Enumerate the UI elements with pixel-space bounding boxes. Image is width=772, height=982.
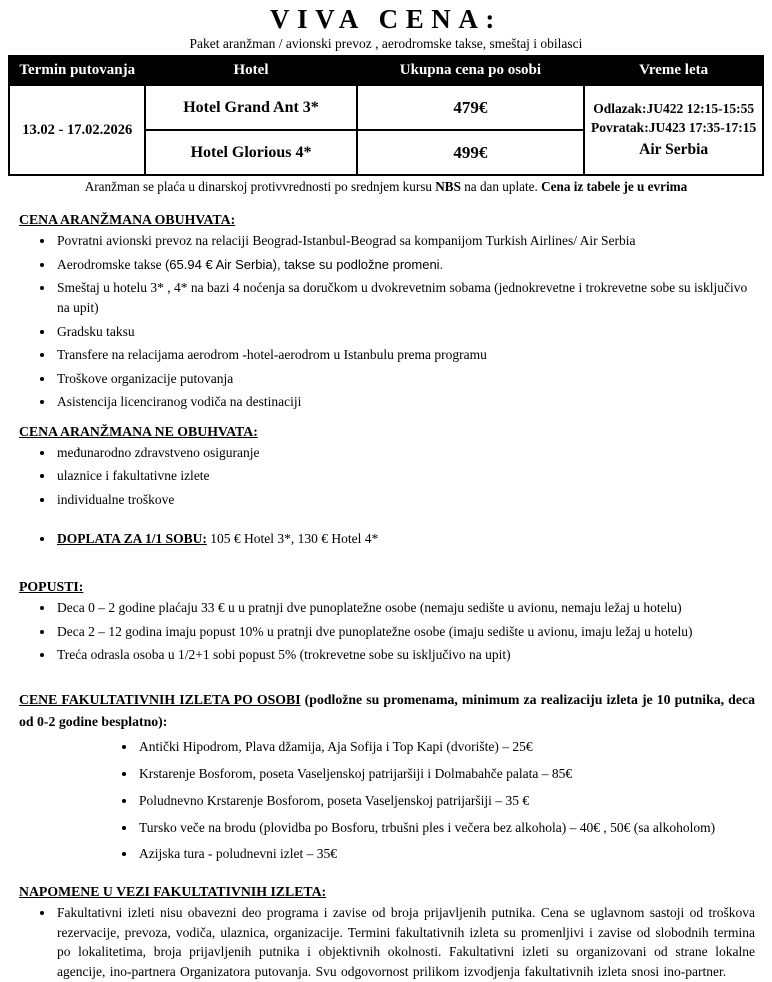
list-item: • Transfere na relacijama aerodrom -hotel-aerodrom u Istanbulu prema programu xyxy=(55,345,755,365)
list-item: • Gradsku taksu xyxy=(55,322,755,342)
section-excursions xyxy=(19,689,755,865)
list-item: • Poludnevno Krstarenje Bosforom, poseta Vaseljenskoj patrijaršiji – 35 € xyxy=(137,792,755,811)
taxes-item-prefix: Aerodromske takse xyxy=(57,256,165,272)
flight-info-cell xyxy=(584,85,763,175)
column-header-hotel: Hotel xyxy=(145,56,356,85)
column-header-ukupna-cena: Ukupna cena po osobi xyxy=(357,56,585,85)
list-item: • Antički Hipodrom, Plava džamija, Aja Sofija i Top Kapi (dvorište) – 25€ xyxy=(137,738,755,757)
section-notes xyxy=(19,884,755,981)
document-body xyxy=(0,212,772,982)
list-item: • Deca 2 – 12 godina imaju popust 10% u pratnji dve punoplatežne osobe (imaju sedište u avionu, imaju ležaj u hotelu) xyxy=(55,622,755,642)
list-item: • Deca 0 – 2 godine plaćaju 33 € u u pratnji dve punoplatežne osobe (nemaju sedište u avionu, nemaju ležaj u hotelu) xyxy=(55,598,755,618)
hotel-name-glorious: Hotel Glorious 4* xyxy=(145,130,356,175)
section-excludes xyxy=(19,424,755,549)
list-item: • ulaznice i fakultativne izlete xyxy=(55,466,755,486)
list-item: • Smeštaj u hotelu 3* , 4* na bazi 4 noćenja sa doručkom u dvokrevetnim sobama (jednokrevetne i trokrevetne sobe su isključivo na upit) xyxy=(55,278,755,317)
payment-note-nbs: NBS xyxy=(435,179,461,194)
list-item xyxy=(55,255,755,275)
list-item: • Asistencija licenciranog vodiča na destinaciji xyxy=(55,392,755,412)
list-item: • Troškove organizacije putovanja xyxy=(55,369,755,389)
discounts-heading: POPUSTI: xyxy=(19,579,84,595)
payment-note-text: Aranžman se plaća u dinarskoj protivvrednosti po srednjem kursu xyxy=(84,179,436,194)
excludes-list xyxy=(19,443,755,510)
taxes-item-detail: (65.94 € Air Serbia), takse su podložne promeni. xyxy=(164,256,444,272)
excursions-heading-rest: (podložne su promenama, minimum za realizaciju izleta je 10 putnika, deca od 0-2 godine besplatno): xyxy=(19,691,755,729)
payment-note xyxy=(0,179,772,195)
payment-note-emphasis: Cena iz tabele je u evrima xyxy=(541,179,688,194)
list-item: • Povratni avionski prevoz na relaciji Beograd-Istanbul-Beograd sa kompanijom Turkish Airlines/ Air Serbia xyxy=(55,231,755,251)
list-item: • individualne troškove xyxy=(55,490,755,510)
hotel-name-grand-ant: Hotel Grand Ant 3* xyxy=(145,85,356,130)
excludes-heading: CENA ARANŽMANA NE OBUHVATA: xyxy=(19,423,258,439)
notes-heading: NAPOMENE U VEZI FAKULTATIVNIH IZLETA: xyxy=(19,884,327,900)
excursions-list xyxy=(19,738,755,864)
price-glorious: 499€ xyxy=(357,130,585,175)
price-grand-ant: 479€ xyxy=(357,85,585,130)
subtitle: Paket aranžman / avionski prevoz , aerodromske takse, smeštaj i obilasci xyxy=(189,36,583,51)
list-item: • Krstarenje Bosforom, poseta Vaseljenskoj patrijaršiji i Dolmabahče palata – 85€ xyxy=(137,765,755,784)
section-includes xyxy=(19,212,755,412)
list-item: • Azijska tura - poludnevni izlet – 35€ xyxy=(137,845,755,864)
single-room-value: 105 € Hotel 3*, 130 € Hotel 4* xyxy=(206,531,379,547)
includes-list xyxy=(19,231,755,412)
flight-return: Povratak:JU423 17:35-17:15 xyxy=(590,120,757,136)
single-room-supplement xyxy=(19,529,755,549)
payment-note-text: na dan uplate. xyxy=(460,179,542,194)
page-title: VIVA CENA: xyxy=(270,4,502,34)
list-item: • Treća odrasla osoba u 1/2+1 sobi popust 5% (trokrevetne sobe su isključivo na upit) xyxy=(55,645,755,665)
list-item: • Fakultativni izleti nisu obavezni deo programa i zavise od broja prijavljenih putnika. Cena se uglavnom sastoji od troškova rezervacije, prevoza, vodiča, ulaznica, organizacije. Termini fakultativnih izleta su promenljivi i zavise od slobodnih termina po lokalitetima, broja prijavljenih putnika i objektivnih okolnosti. Fakultativni izleti su organizovani od strane lokalne agencije, ino-partnera Organizatora putovanja. Svu odgovornost prilikom izvodjenja fakultativnih izleta snosi ino-partner. xyxy=(55,903,755,981)
list-item: • Tursko veče na brodu (plovidba po Bosforu, trbušni ples i večera bez alkohola) – 40€ , 50€ (sa alkoholom) xyxy=(137,819,755,838)
discounts-list xyxy=(19,598,755,665)
single-room-label: DOPLATA ZA 1/1 SOBU: xyxy=(57,531,207,547)
excursions-heading-underlined: CENE FAKULTATIVNIH IZLETA PO OSOBI xyxy=(19,691,301,707)
column-header-vreme-leta: Vreme leta xyxy=(584,56,763,85)
column-header-termin-putovanja: Termin putovanja xyxy=(9,56,145,85)
list-item: • međunarodno zdravstveno osiguranje xyxy=(55,443,755,463)
excursions-heading xyxy=(19,689,755,733)
section-discounts xyxy=(19,579,755,665)
flight-departure: Odlazak:JU422 12:15-15:55 xyxy=(593,100,755,116)
travel-dates: 13.02 - 17.02.2026 xyxy=(9,85,145,175)
table-header-row xyxy=(9,56,763,85)
price-table xyxy=(8,55,764,176)
airline-name: Air Serbia xyxy=(639,140,709,158)
notes-list xyxy=(19,903,755,981)
includes-heading: CENA ARANŽMANA OBUHVATA: xyxy=(19,212,236,227)
list-item xyxy=(55,529,755,549)
table-row xyxy=(9,85,763,130)
